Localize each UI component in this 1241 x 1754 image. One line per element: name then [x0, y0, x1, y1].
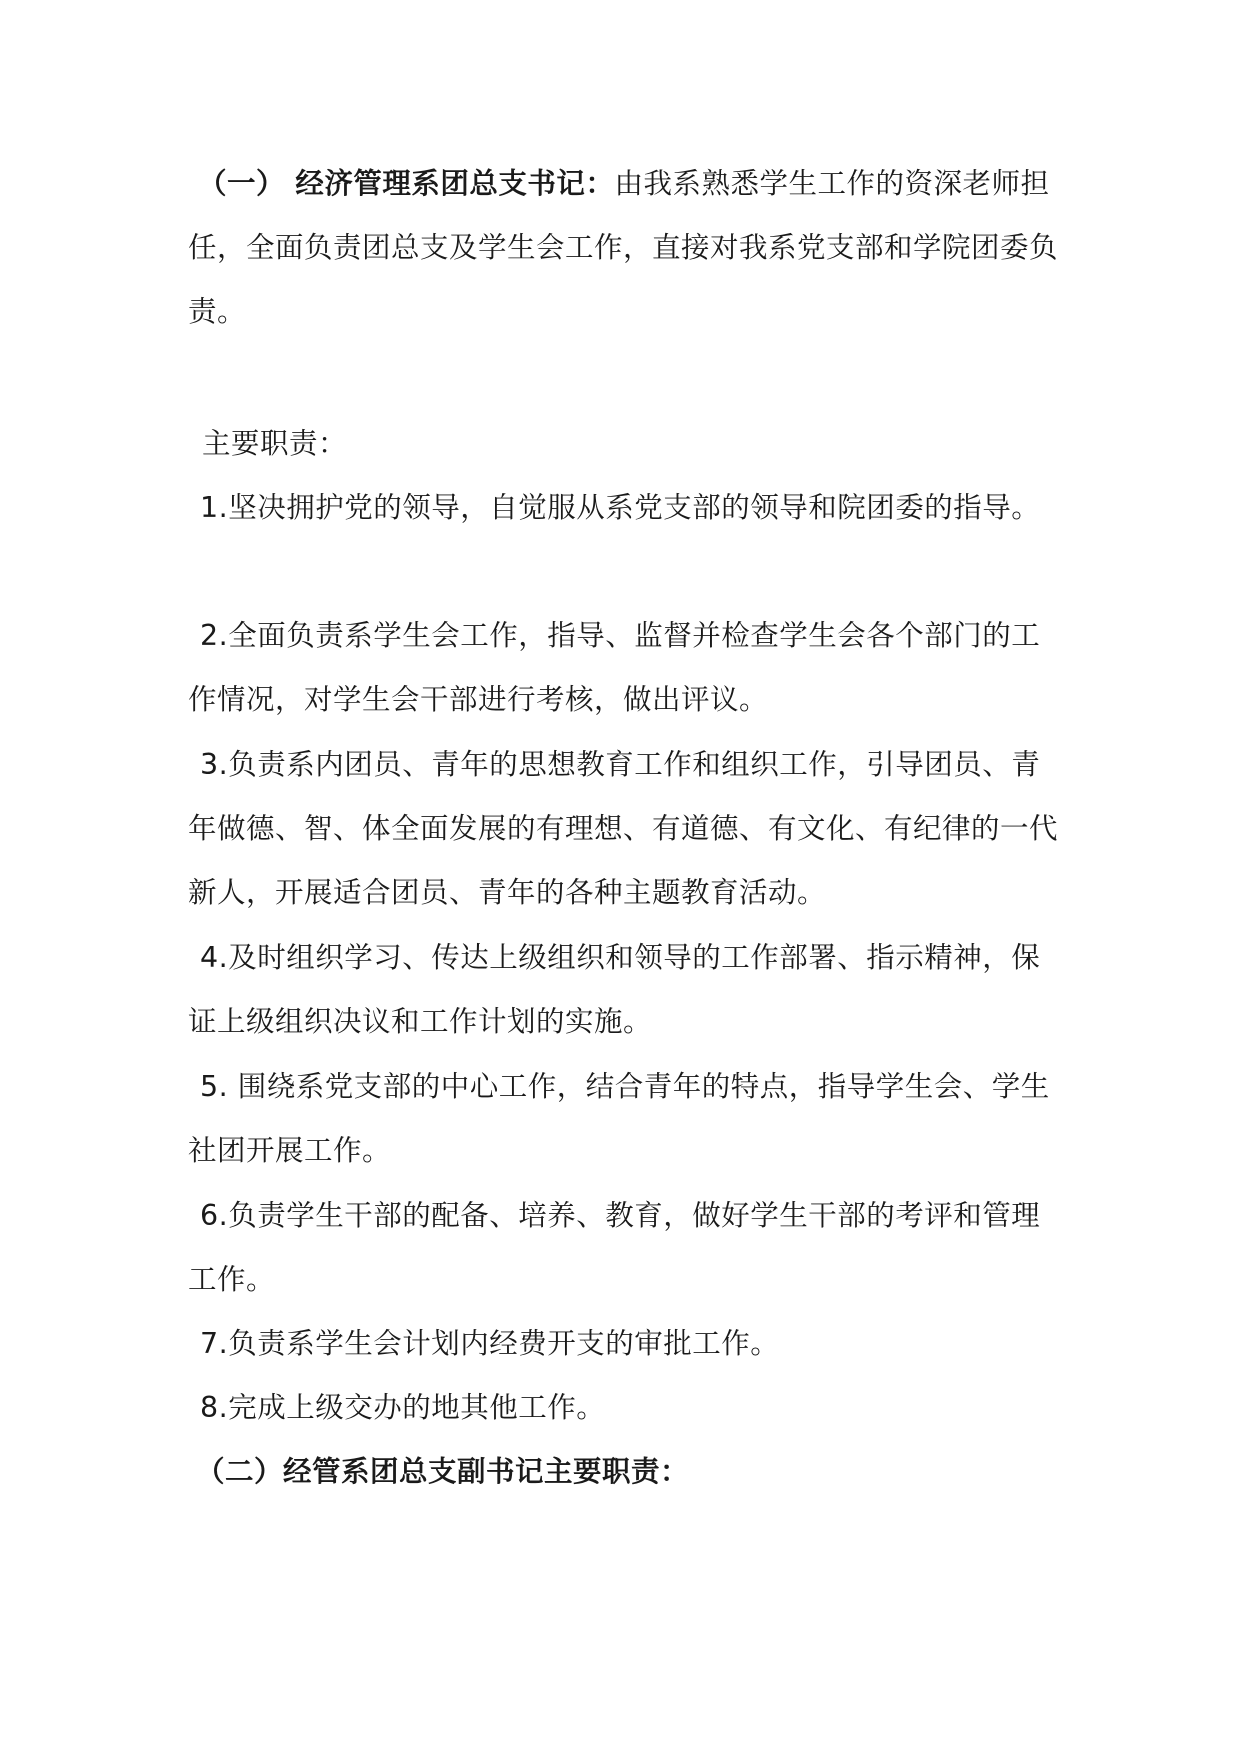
section-1-heading: （一） 经济管理系团总支书记：: [198, 167, 615, 200]
duty-item-4: 4.及时组织学习、传达上级组织和领导的工作部署、指示精神，保证上级组织决议和工作计划的实施。: [188, 941, 1041, 1038]
duty-item-6: 6.负责学生干部的配备、培养、教育，做好学生干部的考评和管理工作。: [188, 1199, 1041, 1296]
section-1-paragraph: [188, 152, 1058, 344]
duty-item-2: 2.全面负责系学生会工作，指导、监督并检查学生会各个部门的工作情况，对学生会干部进行考核，做出评议。: [188, 619, 1041, 716]
duty-item-8: 8.完成上级交办的地其他工作。: [200, 1391, 606, 1424]
section-2-heading: （二）经管系团总支副书记主要职责：: [196, 1455, 690, 1488]
section-1-body: 由我系熟悉学生工作的资深老师担任，全面负责团总支及学生会工作，直接对我系党支部和学院团委负责。: [188, 167, 1059, 328]
duty-item-1: 1.坚决拥护党的领导，自觉服从系党支部的领导和院团委的指导。: [200, 491, 1041, 524]
duty-item-3: 3.负责系内团员、青年的思想教育工作和组织工作，引导团员、青年做德、智、体全面发展的有理想、有道德、有文化、有纪律的一代新人，开展适合团员、青年的各种主题教育活动。: [188, 748, 1059, 909]
duty-item-5: 5. 围绕系党支部的中心工作，结合青年的特点，指导学生会、学生社团开展工作。: [188, 1070, 1050, 1167]
duty-item-7: 7.负责系学生会计划内经费开支的审批工作。: [200, 1327, 780, 1360]
duties-label: 主要职责：: [202, 427, 348, 460]
